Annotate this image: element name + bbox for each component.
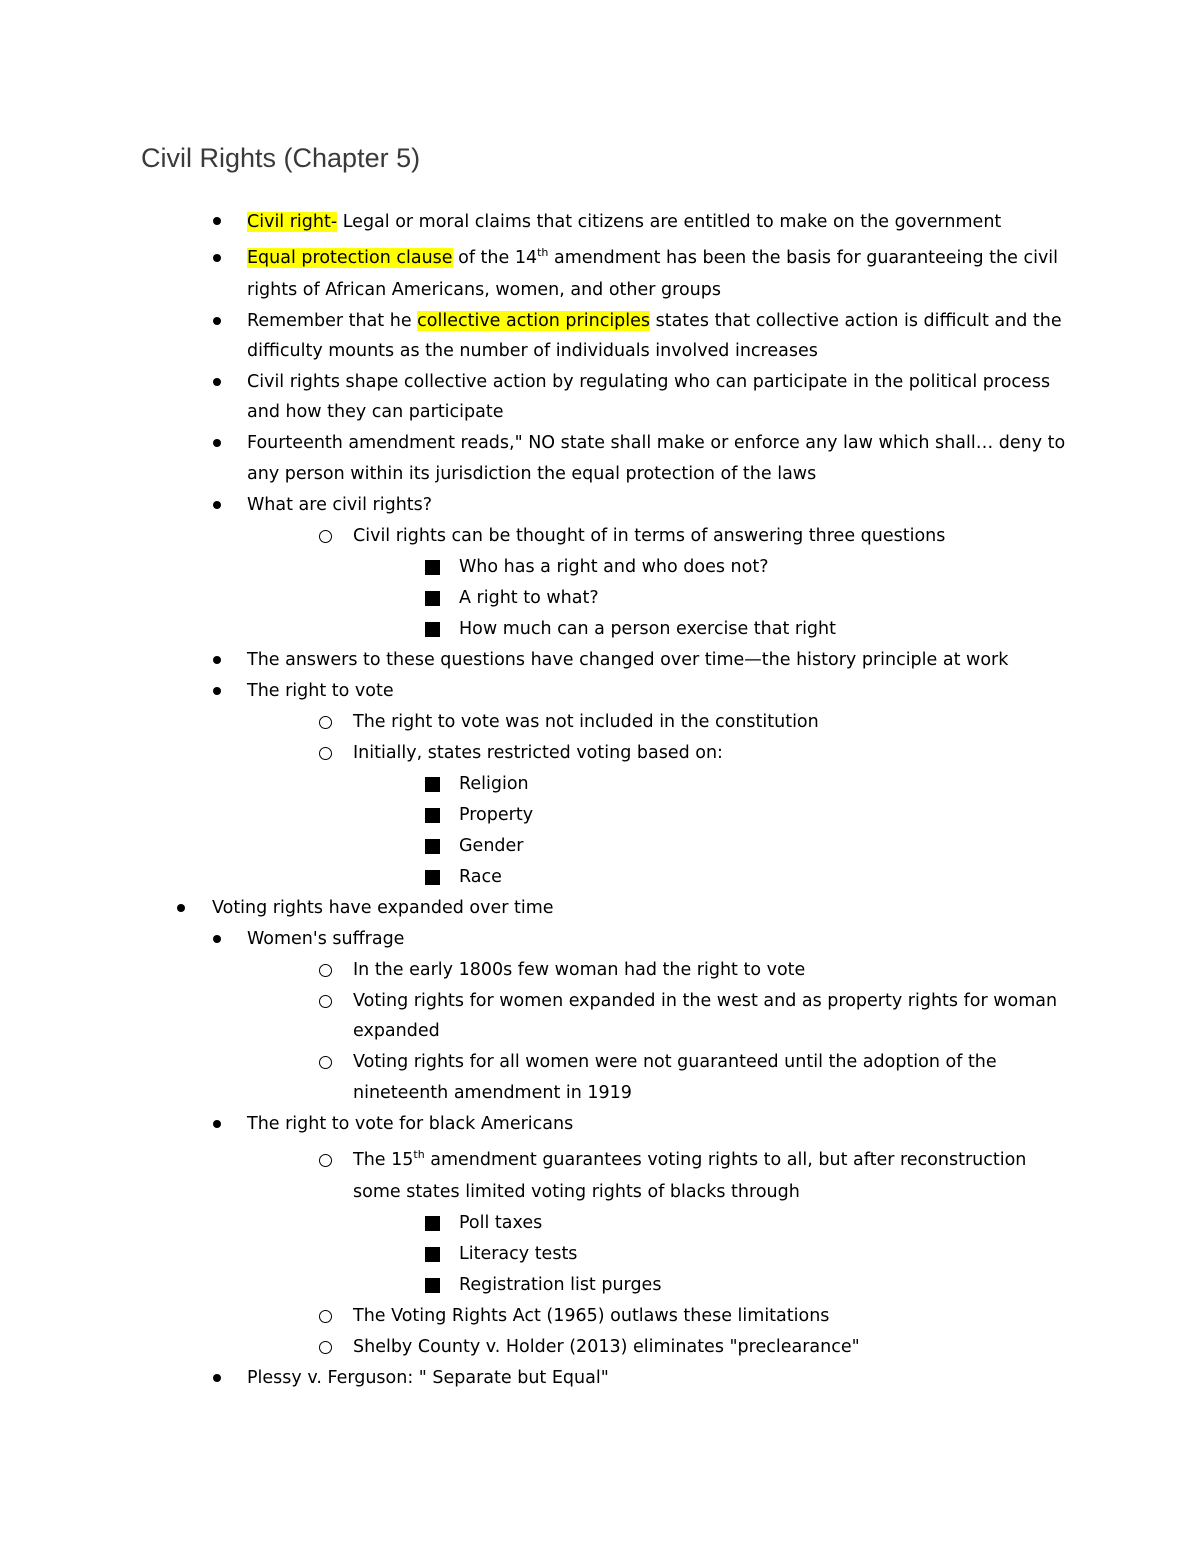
- bullet-circle-icon: [319, 1154, 332, 1167]
- bullet-circle-icon: [319, 1056, 332, 1069]
- highlighted-term: Civil right-: [247, 212, 338, 232]
- list-item: Voting rights for all women were not guaranteed until the adoption of the: [353, 1052, 997, 1072]
- list-item: Civil right- Legal or moral claims that citizens are entitled to make on the government: [247, 212, 1002, 232]
- bullet-square-icon: [425, 622, 440, 637]
- bullet-dot-icon: [213, 1120, 221, 1128]
- list-item: Gender: [459, 836, 524, 856]
- list-item: Shelby County v. Holder (2013) eliminates "preclearance": [353, 1337, 860, 1357]
- list-item: The Voting Rights Act (1965) outlaws these limitations: [353, 1306, 830, 1326]
- bullet-dot-icon: [213, 687, 221, 695]
- bullet-square-icon: [425, 1216, 440, 1231]
- list-item: Registration list purges: [459, 1275, 662, 1295]
- list-item: In the early 1800s few woman had the right to vote: [353, 960, 806, 980]
- bullet-dot-icon: [213, 217, 221, 225]
- bullet-dot-icon: [213, 378, 221, 386]
- bullet-circle-icon: [319, 716, 332, 729]
- list-item: Women's suffrage: [247, 929, 405, 949]
- list-item: Poll taxes: [459, 1213, 543, 1233]
- highlighted-term: collective action principles: [417, 311, 651, 331]
- list-item: Voting rights for women expanded in the west and as property rights for woman: [353, 991, 1058, 1011]
- list-item: Literacy tests: [459, 1244, 578, 1264]
- highlighted-term: Equal protection clause: [247, 248, 453, 268]
- bullet-dot-icon: [213, 1374, 221, 1382]
- bullet-square-icon: [425, 870, 440, 885]
- bullet-circle-icon: [319, 1310, 332, 1323]
- list-item: Fourteenth amendment reads," NO state shall make or enforce any law which shall… deny to: [247, 433, 1066, 453]
- bullet-dot-icon: [213, 317, 221, 325]
- list-item-continuation: nineteenth amendment in 1919: [353, 1083, 632, 1103]
- bullet-circle-icon: [319, 530, 332, 543]
- bullet-circle-icon: [319, 964, 332, 977]
- bullet-dot-icon: [213, 935, 221, 943]
- list-item: Initially, states restricted voting based on:: [353, 743, 723, 763]
- list-item: The right to vote was not included in the constitution: [353, 712, 819, 732]
- list-item: Voting rights have expanded over time: [212, 898, 554, 918]
- page-title: Civil Rights (Chapter 5): [141, 143, 421, 173]
- list-item: Civil rights shape collective action by regulating who can participate in the political process: [247, 372, 1051, 392]
- bullet-square-icon: [425, 808, 440, 823]
- list-item: The answers to these questions have changed over time—the history principle at work: [247, 650, 1009, 670]
- list-item: Civil rights can be thought of in terms of answering three questions: [353, 526, 946, 546]
- bullet-dot-icon: [213, 439, 221, 447]
- list-item: The 15th amendment guarantees voting rights to all, but after reconstruction: [353, 1148, 1027, 1170]
- list-item: A right to what?: [459, 588, 599, 608]
- bullet-dot-icon: [213, 254, 221, 262]
- list-item: Who has a right and who does not?: [459, 557, 769, 577]
- list-item: What are civil rights?: [247, 495, 433, 515]
- list-item: How much can a person exercise that right: [459, 619, 836, 639]
- bullet-dot-icon: [213, 656, 221, 664]
- bullet-circle-icon: [319, 995, 332, 1008]
- list-item: Religion: [459, 774, 529, 794]
- list-item: The right to vote: [247, 681, 394, 701]
- list-item: Plessy v. Ferguson: " Separate but Equal": [247, 1368, 609, 1388]
- list-item: Race: [459, 867, 502, 887]
- bullet-square-icon: [425, 1278, 440, 1293]
- bullet-square-icon: [425, 591, 440, 606]
- list-item-continuation: expanded: [353, 1021, 440, 1041]
- bullet-circle-icon: [319, 747, 332, 760]
- bullet-dot-icon: [213, 501, 221, 509]
- list-item-continuation: rights of African Americans, women, and other groups: [247, 280, 721, 300]
- list-item-continuation: difficulty mounts as the number of individuals involved increases: [247, 341, 818, 361]
- bullet-square-icon: [425, 839, 440, 854]
- bullet-circle-icon: [319, 1341, 332, 1354]
- list-item: The right to vote for black Americans: [247, 1114, 574, 1134]
- list-item: Remember that he collective action principles states that collective action is difficult and the: [247, 311, 1062, 331]
- list-item: Property: [459, 805, 534, 825]
- list-item-continuation: some states limited voting rights of blacks through: [353, 1182, 800, 1202]
- bullet-square-icon: [425, 560, 440, 575]
- list-item-continuation: any person within its jurisdiction the equal protection of the laws: [247, 464, 817, 484]
- bullet-square-icon: [425, 1247, 440, 1262]
- bullet-dot-icon: [177, 904, 185, 912]
- list-item-continuation: and how they can participate: [247, 402, 504, 422]
- bullet-square-icon: [425, 777, 440, 792]
- list-item: Equal protection clause of the 14th amendment has been the basis for guaranteeing the civil: [247, 246, 1059, 268]
